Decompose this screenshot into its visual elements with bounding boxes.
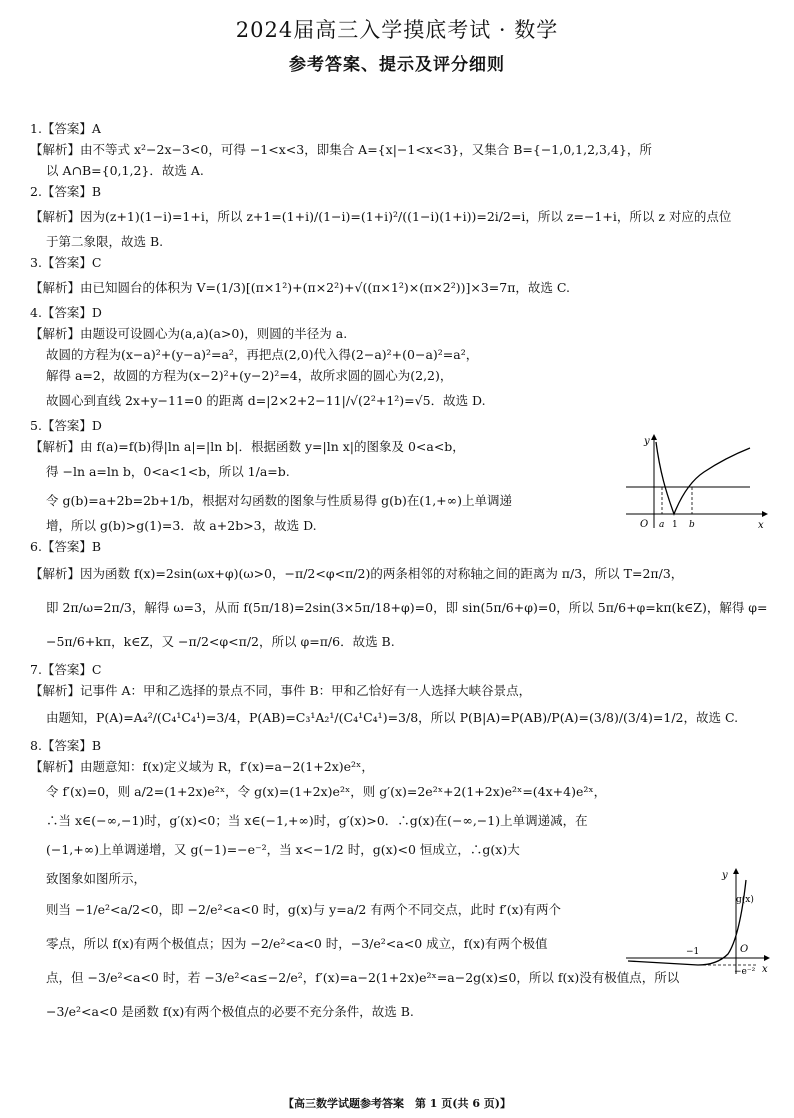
page-subtitle: 参考答案、提示及评分细则: [289, 55, 505, 75]
q8-solution-line: 零点，所以 f(x)有两个极值点；因为 −2/e²<a<0 时，−3/e²<a<0 成立，f(x)有两个极值: [46, 936, 548, 951]
x-axis-arrow: [764, 955, 770, 961]
axis-y-label: y: [722, 870, 728, 881]
tick-label-neg1: −1: [686, 947, 700, 957]
q8-solution-line: −3/e²<a<0 是函数 f(x)有两个极值点的必要不充分条件，故选 B.: [46, 1004, 414, 1019]
q6-answer: 6.【答案】B: [30, 539, 102, 554]
q4-answer: 4.【答案】D: [30, 305, 102, 320]
tick-label-b: b: [689, 520, 695, 530]
axis-y-label: y: [644, 436, 650, 447]
q5-solution-line: 得 −ln a=ln b，0<a<1<b，所以 1/a=b.: [46, 464, 290, 479]
q1-answer: 1.【答案】A: [30, 121, 101, 136]
q4-solution-line: 故圆的方程为(x−a)²+(y−a)²=a²，再把点(2,0)代入得(2−a)²+(0−a)²=a²，: [46, 347, 479, 362]
q7-solution-line: 【解析】记事件 A：甲和乙选择的景点不同，事件 B：甲和乙恰好有一人选择大峡谷景点，: [30, 683, 532, 698]
q6-solution-line: 即 2π/ω=2π/3，解得 ω=3，从而 f(5π/18)=2sin(3×5π/18+φ)=0，即 sin(5π/6+φ)=0，所以 5π/6+φ=kπ(k∈Z)，解得 φ=: [46, 600, 768, 615]
q3-solution-line: 【解析】由已知圆台的体积为 V=(1/3)[(π×1²)+(π×2²)+√((π×1²)×(π×2²))]×3=7π，故选 C.: [30, 280, 570, 295]
q8-solution-line: 致图象如图所示，: [46, 871, 147, 886]
page-title: 2024届高三入学摸底考试 · 数学: [235, 18, 559, 42]
q5-answer: 5.【答案】D: [30, 418, 102, 433]
origin-label: O: [740, 944, 749, 955]
y-axis-arrow: [651, 434, 657, 440]
axis-x-label: x: [762, 964, 768, 975]
q3-answer: 3.【答案】C: [30, 255, 102, 270]
tick-label-a: a: [659, 520, 665, 530]
q4-solution-line: 解得 a=2，故圆的方程为(x−2)²+(y−2)²=4，故所求圆的圆心为(2,2)，: [46, 368, 453, 383]
axes: [626, 872, 764, 974]
q5-solution-line: 增，所以 g(b)>g(1)=3．故 a+2b>3，故选 D.: [46, 518, 317, 533]
min-value-label: −e⁻²: [734, 967, 756, 977]
q2-answer: 2.【答案】B: [30, 184, 102, 199]
tick-label-1: 1: [672, 520, 678, 530]
q7-solution-line: 由题知，P(A)=A₄²/(C₄¹C₄¹)=3/4，P(AB)=C₃¹A₂¹/(C₄¹C₄¹)=3/8，所以 P(B|A)=P(AB)/P(A)=(3/8)/(3/4)=1/2，故选 C.: [46, 710, 739, 725]
q8-answer: 8.【答案】B: [30, 738, 102, 753]
q2-solution-line: 【解析】因为(z+1)(1−i)=1+i，所以 z+1=(1+i)/(1−i)=(1+i)²/((1−i)(1+i))=2i/2=i，所以 z=−1+i，所以 z 对应的点位: [30, 209, 732, 224]
q4-solution-line: 故圆心到直线 2x+y−11=0 的距离 d=|2×2+2−11|/√(2²+1²)=√5．故选 D.: [46, 393, 486, 408]
q1-solution-line: 以 A∩B={0,1,2}．故选 A.: [46, 163, 204, 178]
q7-answer: 7.【答案】C: [30, 662, 102, 677]
q8-graph-figure: [624, 866, 770, 978]
page-footer: 【高三数学试题参考答案 第 1 页(共 6 页)】: [282, 1097, 512, 1110]
q8-solution-line: (−1,+∞)上单调递增，又 g(−1)=−e⁻²，当 x<−1/2 时，g(x)<0 恒成立，∴g(x)大: [46, 842, 520, 857]
y-axis-arrow: [733, 868, 739, 874]
q5-solution-line: 【解析】由 f(a)=f(b)得|ln a|=|ln b|．根据函数 y=|ln x|的图象及 0<a<b，: [30, 439, 465, 454]
curve-label: g(x): [736, 895, 754, 905]
q8-solution-line: 【解析】由题意知：f(x)定义域为 R，f′(x)=a−2(1+2x)e²ˣ，: [30, 759, 374, 774]
q8-solution-line: ∴当 x∈(−∞,−1)时，g′(x)<0；当 x∈(−1,+∞)时，g′(x)>0．∴g(x)在(−∞,−1)上单调递减，在: [46, 813, 588, 828]
q8-solution-line: 则当 −1/e²<a/2<0，即 −2/e²<a<0 时，g(x)与 y=a/2 有两个不同交点，此时 f′(x)有两个: [46, 902, 562, 917]
q4-solution-line: 【解析】由题设可设圆心为(a,a)(a>0)，则圆的半径为 a.: [30, 326, 348, 341]
q2-solution-line: 于第二象限，故选 B.: [46, 234, 164, 249]
q5-graph-figure: [622, 432, 768, 532]
q8-solution-line: 令 f′(x)=0，则 a/2=(1+2x)e²ˣ，令 g(x)=(1+2x)e²ˣ，则 g′(x)=2e²ˣ+2(1+2x)e²ˣ=(4x+4)e²ˣ，: [46, 784, 607, 799]
q1-solution-line: 【解析】由不等式 x²−2x−3<0，可得 −1<x<3，即集合 A={x|−1<x<3}，又集合 B={−1,0,1,2,3,4}，所: [30, 142, 652, 157]
q5-solution-line: 令 g(b)=a+2b=2b+1/b，根据对勾函数的图象与性质易得 g(b)在(1,+∞)上单调递: [46, 493, 512, 508]
q8-solution-line: 点，但 −3/e²<a<0 时，若 −3/e²<a≤−2/e²，f′(x)=a−2(1+2x)e²ˣ=a−2g(x)≤0，所以 f(x)没有极值点，所以: [46, 970, 680, 985]
q6-solution-line: −5π/6+kπ，k∈Z，又 −π/2<φ<π/2，所以 φ=π/6．故选 B.: [46, 634, 395, 649]
q6-solution-line: 【解析】因为函数 f(x)=2sin(ωx+φ)(ω>0，−π/2<φ<π/2)的两条相邻的对称轴之间的距离为 π/3，所以 T=2π/3，: [30, 566, 684, 581]
axis-x-label: x: [758, 520, 764, 531]
abs-ln-curve: [656, 442, 750, 514]
origin-label: O: [640, 519, 649, 530]
x-axis-arrow: [762, 511, 768, 517]
